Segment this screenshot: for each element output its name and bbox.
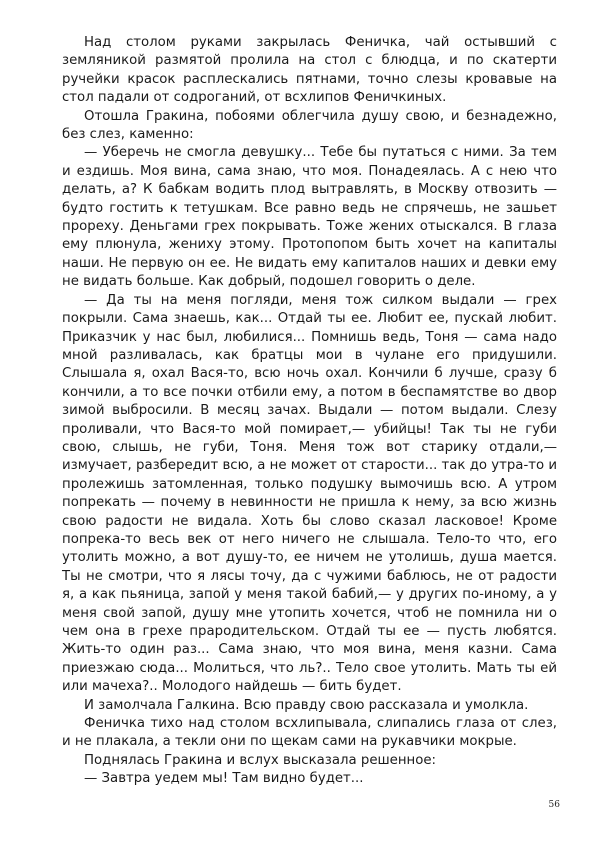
paragraph-5: И замолчала Галкина. Всю правду свою рассказала и умолкла.	[84, 697, 529, 713]
paragraph-1: Над столом руками закрылась Феничка, чай остывший с земляникой размятой пролила на стол с блюдца, и по скатерти ручейки красок расплескались пятнами, точно слезы кровавые на стол падали от содроганий, от всхлипов Феничкиных.	[62, 35, 557, 106]
page-body	[62, 34, 557, 789]
paragraph-7: Поднялась Гракина и вслух высказала решенное:	[84, 752, 437, 768]
paragraph-8: — Завтра уедем мы! Там видно будет...	[84, 771, 364, 787]
page-number: 56	[548, 800, 560, 810]
paragraph-3: — Уберечь не смогла девушку... Тебе бы путаться с ними. За тем и ездишь. Моя вина, сама знаю, что моя. Понадеялась. А с нею что делать, а? К бабкам водить плод вытравлять, в Москву отвозить — будто гостить к тетушкам. Все равно ведь не спрячешь, не зашьет прореху. Деньгами грех покрывать. Тоже жених отыскался. В глаза ему плюнула, жениху этому. Протопопом быть хочет на капиталы наши. Не первую он ее. Не видать ему капиталов наших и девки ему не видать больше. Как добрый, подошел говорить о деле.	[62, 145, 557, 290]
paragraph-4: — Да ты на меня погляди, меня тож силком выдали — грех покрыли. Сама знаешь, как... Отдай ты ее. Любит ее, пускай любит. Приказчик у нас был, любилися... Помнишь ведь, Тоня — сама надо мной разливалась, как братцы мои в чулане его придушили. Слышала я, охал Вася-то, всю ночь охал. Кончили б лучше, сразу б кончили, а то все почки отбили ему, а потом в беспамятстве во двор зимой выбросили. В месяц зачах. Выдали — потом выдали. Слезу проливали, что Вася-то мой помирает,— убийцы! Так ты не губи свою, слышь, не губи, Тоня. Меня тож вот старику отдали,— измучает, разбередит всю, а не может от старости... так до утра-то и пролежишь затомленная, только подушку вымочишь всю. А утром попрекать — почему в невинности не пришла к нему, за всю жизнь свою радости не видала. Хоть бы слово сказал ласковое! Кроме попрека-то весь век от него ничего не слышала. Тело-то что, его утолить можно, а вот душу-то, ее ничем не утолишь, душа мается. Ты не смотри, что я лясы точу, да с чужими баблюсь, не от радости я, а как пьяница, запой у меня такой бабий,— у других по-иному, а у меня свой запой, душу мне утопить хочется, чтоб не помнила ни о чем она в грехе прародительском. Отдай ты ее — пусть любятся. Жить-то один раз... Сама знаю, что моя вина, меня казни. Сама приезжаю сюда... Молиться, что ль?.. Тело свое утолить. Мать ты ей или мачеха?.. Молодого найдешь — бить будет.	[62, 292, 557, 695]
paragraph-2: Отошла Гракина, побоями облегчила душу свою, и безнадежно, без слез, каменно:	[62, 108, 557, 143]
paragraph-6: Феничка тихо над столом всхлипывала, слипались глаза от слез, и не плакала, а текли они по щекам сами на рукавчики мокрые.	[62, 716, 557, 750]
